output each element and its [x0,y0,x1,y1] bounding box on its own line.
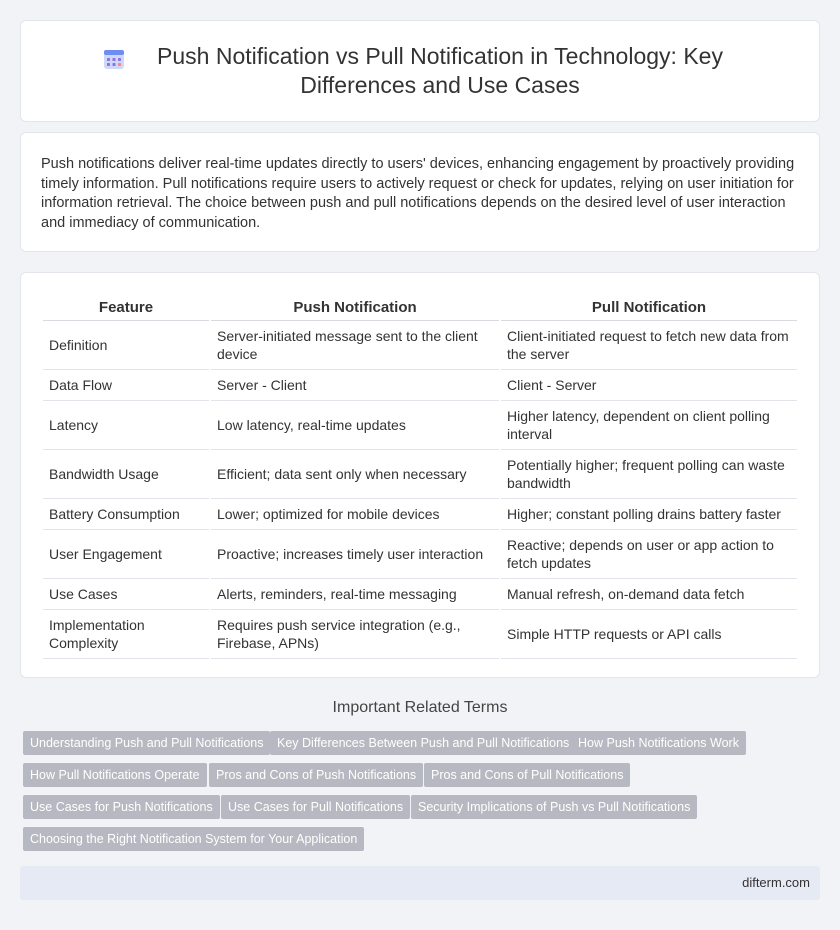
table-row [43,401,797,450]
row-pull: Simple HTTP requests or API calls [501,610,797,659]
related-term-link[interactable]: How Push Notifications Work [571,731,746,755]
row-feature: User Engagement [43,530,209,579]
row-pull: Client - Server [501,370,797,401]
row-feature: Battery Consumption [43,499,209,530]
related-term-link[interactable]: Understanding Push and Pull Notifications [23,731,270,755]
row-push: Efficient; data sent only when necessary [211,450,499,499]
related-term-link[interactable]: Security Implications of Push vs Pull Notifications [411,795,697,819]
row-push: Low latency, real-time updates [211,401,499,450]
related-term-link[interactable]: Use Cases for Pull Notifications [221,795,410,819]
row-feature: Data Flow [43,370,209,401]
header-pull: Pull Notification [501,295,797,321]
row-pull: Potentially higher; frequent polling can waste bandwidth [501,450,797,499]
table-row [43,530,797,579]
comparison-card [20,272,820,678]
row-pull: Reactive; depends on user or app action to fetch updates [501,530,797,579]
related-term-link[interactable]: Use Cases for Push Notifications [23,795,220,819]
row-push: Server - Client [211,370,499,401]
row-feature: Latency [43,401,209,450]
table-row [43,370,797,401]
row-feature: Implementation Complexity [43,610,209,659]
footer-bar [20,866,820,900]
intro-paragraph: Push notifications deliver real-time updates directly to users' devices, enhancing engagement by proactively providing timely information. Pull notifications require users to actively request or check for updates, relying on user initiation for information retrieval. The choice between push and pull notifications depends on the desired level of user interaction and immediacy of communication. [41,156,795,231]
related-term-link[interactable]: Key Differences Between Push and Pull Notifications [270,731,576,755]
row-push: Requires push service integration (e.g., Firebase, APNs) [211,610,499,659]
table-row [43,579,797,610]
comparison-table [41,295,799,659]
related-terms-heading: Important Related Terms [332,699,508,716]
row-pull: Client-initiated request to fetch new data from the server [501,321,797,370]
row-feature: Bandwidth Usage [43,450,209,499]
row-push: Alerts, reminders, real-time messaging [211,579,499,610]
page-title: Push Notification vs Pull Notification in Technology: Key Differences and Use Cases [157,43,723,98]
row-feature: Definition [43,321,209,370]
row-feature: Use Cases [43,579,209,610]
row-pull: Higher latency, dependent on client polling interval [501,401,797,450]
table-row [43,610,797,659]
table-row [43,499,797,530]
related-term-link[interactable]: Choosing the Right Notification System for Your Application [23,827,364,851]
related-term-link[interactable]: Pros and Cons of Push Notifications [209,763,423,787]
header-feature: Feature [43,295,209,321]
header-push: Push Notification [211,295,499,321]
intro-card [20,132,820,252]
footer-site[interactable]: difterm.com [742,875,810,890]
row-pull: Manual refresh, on-demand data fetch [501,579,797,610]
related-term-link[interactable]: Pros and Cons of Pull Notifications [424,763,630,787]
table-row [43,450,797,499]
title-card [20,20,820,122]
table-header-row [43,295,797,321]
row-pull: Higher; constant polling drains battery faster [501,499,797,530]
row-push: Server-initiated message sent to the client device [211,321,499,370]
row-push: Lower; optimized for mobile devices [211,499,499,530]
table-row [43,321,797,370]
related-term-link[interactable]: How Pull Notifications Operate [23,763,207,787]
row-push: Proactive; increases timely user interaction [211,530,499,579]
